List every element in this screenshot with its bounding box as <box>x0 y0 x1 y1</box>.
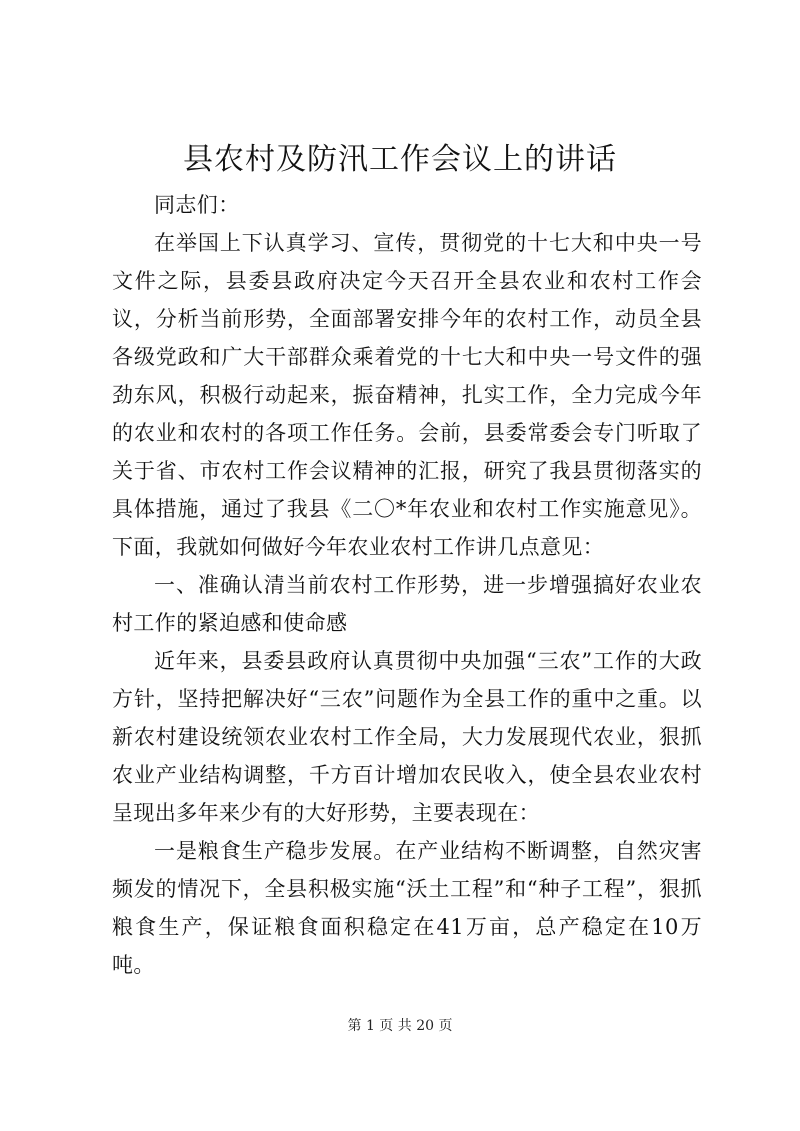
document-title: 县农村及防汛工作会议上的讲话 <box>183 142 617 177</box>
intro-paragraph: 在举国上下认真学习、宣传，贯彻党的十七大和中央一号文件之际，县委县政府决定今天召开全县农业和农村工作会议，分析当前形势，全面部署安排今年的农村工作，动员全县各级党政和广大干部群众乘着党的十七大和中央一号文件的强劲东风，积极行动起来，振奋精神，扎实工作，全力完成今年的农业和农村的各项工作任务。会前，县委常委会专门听取了关于省、市农村工作会议精神的汇报，研究了我县贯彻落实的具体措施，通过了我县《二〇*年农业和农村工作实施意见》。下面，我就如何做好今年农业农村工作讲几点意见： <box>112 231 702 559</box>
situation-paragraph: 近年来，县委县政府认真贯彻中央加强“三农”工作的大政方针，坚持把解决好“三农”问题作为全县工作的重中之重。以新农村建设统领农业农村工作全局，大力发展现代农业，狠抓农业产业结构调整，千方百计增加农民收入，使全县农业农村呈现出多年来少有的大好形势，主要表现在： <box>112 649 702 825</box>
document-body <box>112 186 702 984</box>
section-heading-paragraph: 一、准确认清当前农村工作形势，进一步增强搞好农业农村工作的紧迫感和使命感 <box>112 573 702 635</box>
salutation-paragraph: 同志们： <box>154 193 240 217</box>
grain-production-paragraph: 一是粮食生产稳步发展。在产业结构不断调整，自然灾害频发的情况下，全县积极实施“沃土工程”和“种子工程”，狠抓粮食生产，保证粮食面积稳定在41万亩，总产稳定在10万吨。 <box>112 839 702 977</box>
page-number-footer: 第 1 页 共 20 页 <box>347 1018 453 1034</box>
